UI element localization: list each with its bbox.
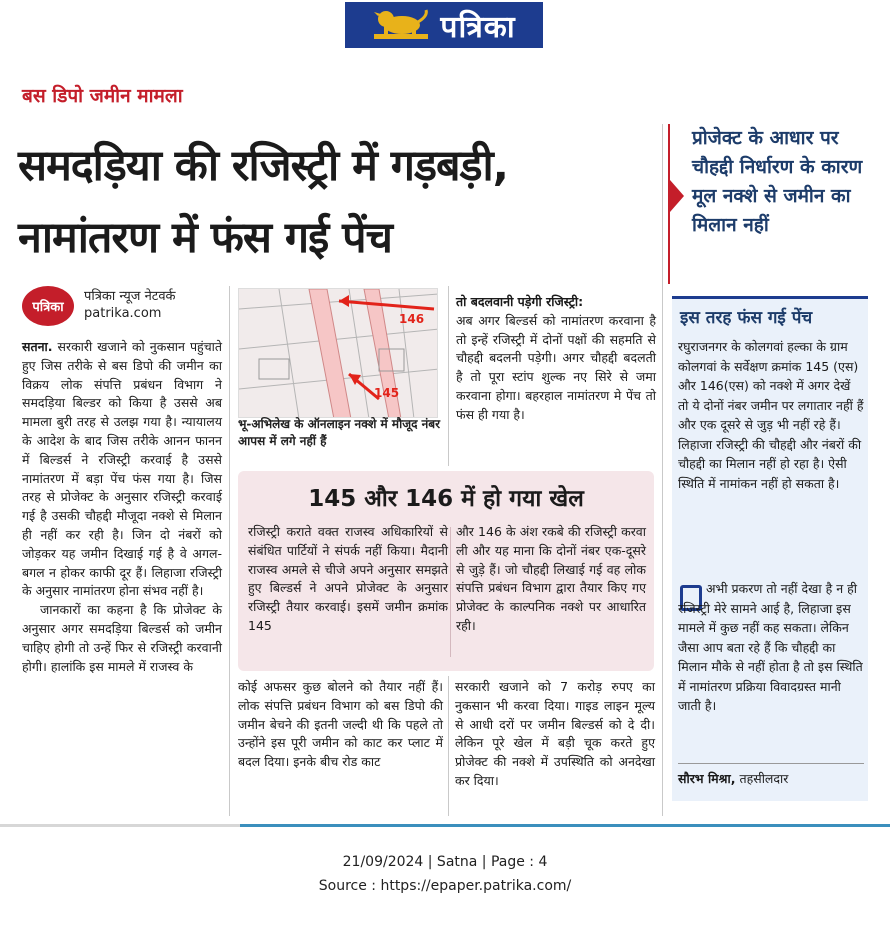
sidebar-quote: अभी प्रकरण तो नहीं देखा है न ही रजिस्ट्री मेरे सामने आई है, लिहाजा इस मामले में कुछ नहीं कह सकता। लेकिन जैसा आप बता रहे हैं कि चौहद्दी का मिलान मौके से नहीं होता है तो इस स्थिति में नामांतरण प्रक्रिया विवादग्रस्त मानी जाती है। [678,581,863,713]
highlight-box-column-2: और 146 के अंश रकबे की रजिस्ट्री करवा ली और यह माना कि दोनों नंबर एक-दूसरे से जुड़े हैं। जो चौहद्दी लिखाई गई वह लोक संपत्ति प्रबंधन विभाग द्वारा तैयार किए गए प्रोजेक्ट के काल्पनिक नक्शे पर आधारित रही। [456,524,646,633]
sidebar-signature [678,763,864,787]
highlight-box [238,471,654,671]
column-1-text: सरकारी खजाने को नुकसान पहुंचाते हुए जिस तरीके से बस डिपो की जमीन का विक्रय लोक संपत्ति प्रबंधन विभाग ने समदड़िया बिल्डर को किया है उससे अब मामला बुरी तरह से उलझ गया है। न्यायालय के आदेश के बाद जिस तरीके आनन फानन में बिल्डर्स ने रजिस्ट्री करवाई है उससे नामांतरण में बड़ा पेंच फंस गया है। जिस तरह से प्रोजेक्ट के अनुसार रजिस्ट्री करवाई गई है उसकी चौहद्दी मौजूदा नक्शे से मिलान ही नहीं कर रही है। जिन दो नंबरों को जोड़कर यह जमीन दिखाई गई है वे अगल-बगल न होकर काफी दूर हैं। लिहाजा रजिस्ट्री के अनुसार नामांतरण होना संभव नहीं है। [22,339,222,599]
column-divider [448,286,449,466]
sidebar-box [672,296,868,801]
bottom-rule-accent [240,824,890,827]
byline-site[interactable]: patrika.com [84,306,162,321]
map-label-146: 146 [399,312,425,326]
sidebar-title: इस तरह फंस गई पेंच [680,308,813,328]
box-divider [450,527,451,657]
signature-name: सौरभ मिश्रा, [678,771,736,786]
bottom-rule [0,824,890,827]
sidebar-text: रघुराजनगर के कोलगवां हल्का के ग्राम कोलगवां के सर्वेक्षण क्रमांक 145 (एस) और 146(एस) को नक्शे में अगर देखें तो ये दोनों नंबर जमीन पर लगातार नहीं हैं और एक दूसरे से जुड़ भी नहीं रहे हैं। लिहाजा रजिस्ट्री की चौहद्दी और नंबरों की चौहद्दी का मिलान नहीं हो रहा है। ऐसी स्थिति में नामांकन नहीं हो सकता है। [678,339,864,491]
column-divider [662,124,663,816]
footer-source-line[interactable]: Source : https://epaper.patrika.com/ [318,878,572,894]
footer [0,850,890,898]
red-arrow-icon [670,180,684,212]
byline-agency: पत्रिका न्यूज नेटवर्क [84,289,176,304]
article-column-bottom-1: कोई अफसर कुछ बोलने को तैयार नहीं हैं। लोक संपत्ति प्रबंधन विभाग को बस डिपो की जमीन बेचने की इतनी जल्दी थी कि पहले तो उन्होंने इस पूरी जमीन को काट कर प्लाट में बदल दिया। इनके बीच रोड काट [238,679,443,770]
column-divider [229,286,230,816]
patrika-logo: पत्रिका [22,286,74,326]
newspaper-page [0,66,890,828]
byline [22,284,232,328]
masthead-brand: पत्रिका [440,9,516,45]
masthead [345,2,543,48]
article-column-right [456,293,656,425]
map-caption: भू-अभिलेख के ऑनलाइन नक्शे में मौजूद नंबर आपस में लगे नहीं हैं [238,417,441,448]
footer-date-line: 21/09/2024 | Satna | Page : 4 [342,854,548,870]
kicker: बस डिपो जमीन मामला [22,85,183,107]
map-label-145: 145 [374,386,400,400]
dateline: सतना. [22,339,53,354]
article-column-1 [22,338,222,676]
highlight-box-column-1: रजिस्ट्री कराते वक्त राजस्व अधिकारियों से संबंधित पार्टियों ने संपर्क नहीं किया। मैदानी राजस्व अमले से चीजे अपने अनुसार समझते हुए बिल्डर्स ने अपने प्रोजेक्ट के अनुसार रजिस्ट्री तैयार करवाई। इसमें जमीन क्रमांक 145 [248,524,448,633]
lion-emblem-icon [372,8,430,42]
article-column-bottom-2: सरकारी खजाने को 7 करोड़ रुपए का नुकसान भी करवा दिया। गाइड लाइन मूल्य से आधी दरों पर जमीन बिल्डर्स को दे दी। लेकिन पूरे खेल में बड़ी चूक करते हुए प्रोजेक्ट की नक्शे में उपस्थिति को अनदेखा कर दिया। [455,679,655,788]
land-map-image [238,288,438,418]
pull-quote-text: प्रोजेक्ट के आधार पर चौहद्दी निर्धारण के कारण मूल नक्शे से जमीन का मिलान नहीं [692,127,863,236]
pull-quote-box [668,124,883,284]
subheading: तो बदलवानी पड़ेगी रजिस्ट्री: [456,294,584,309]
headline-line-2: नामांतरण में फंस गई पेंच [18,213,392,263]
highlight-box-title: 145 और 146 में हो गया खेल [308,486,584,512]
column-1-text-2: जानकारों का कहना है कि प्रोजेक्ट के अनुसार अगर समदड़िया बिल्डर्स को जमीन चाहिए होगी तो उन्हें फिर से रजिस्ट्री करवानी होगी। हालांकि इस मामले में राजस्व के [22,602,222,674]
column-right-text: अब अगर बिल्डर्स को नामांतरण करवाना है तो इन्हें रजिस्ट्री में दोनों पक्षों की सहमति से चौहद्दी बदलनी पड़ेगी। अगर चौहद्दी बदलती है तो पूरा स्टांप शुल्क नए सिरे से जमा करवाना होगा। बहरहाल नामांतरण मे पेंच तो फंस ही गया है। [456,312,656,422]
headline-line-1: समदड़िया की रजिस्ट्री में गड़बड़ी, [18,141,508,191]
signature-title: तहसीलदार [739,771,789,786]
column-divider [448,676,449,816]
